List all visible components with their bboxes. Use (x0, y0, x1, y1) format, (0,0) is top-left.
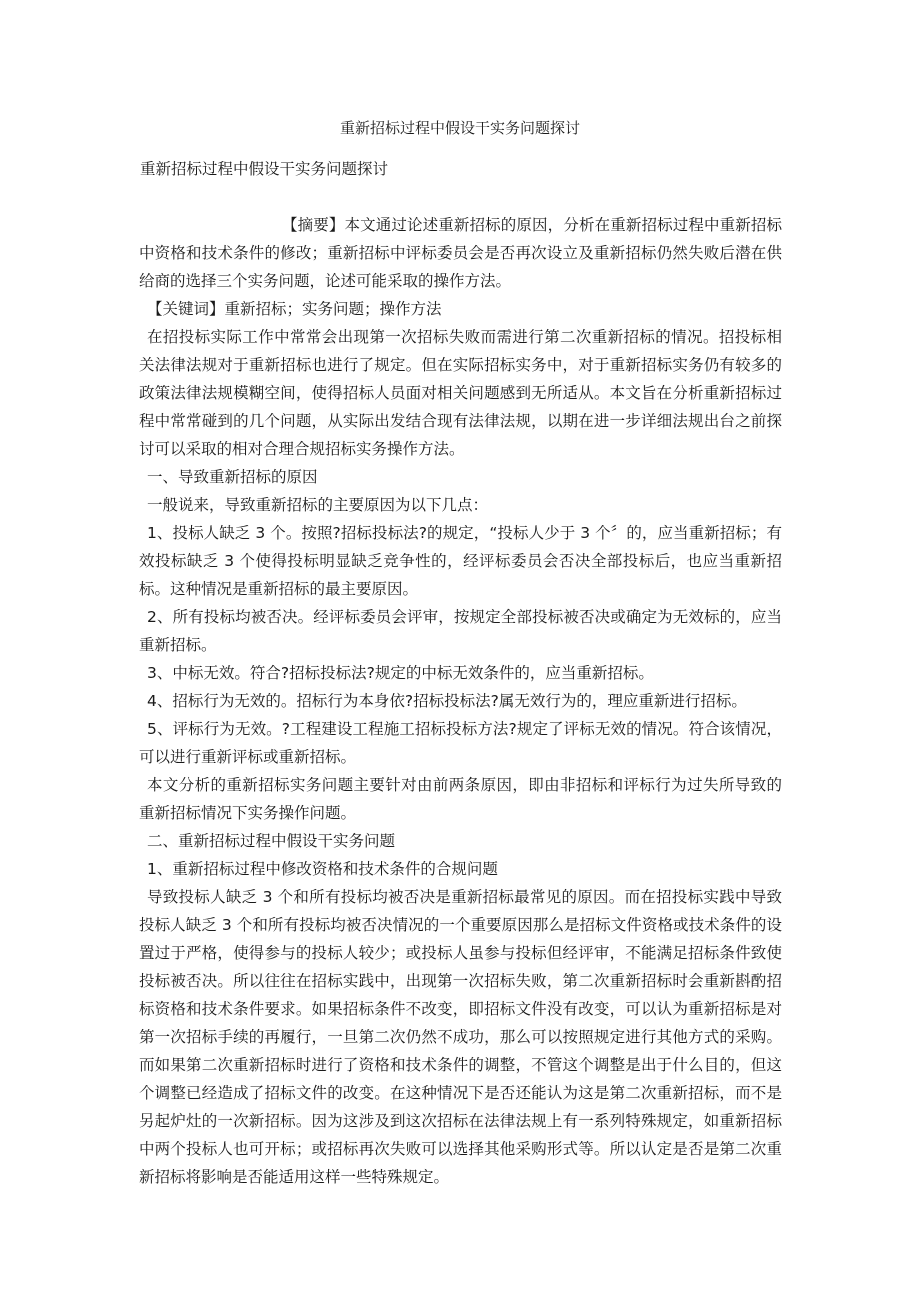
document-title: 重新招标过程中假设干实务问题探讨 (339, 119, 580, 137)
document-body (139, 211, 782, 1191)
section-1-lead: 一般说来，导致重新招标的主要原因为以下几点： (147, 496, 489, 514)
keywords-line: 【关键词】重新招标；实务问题；操作方法 (147, 300, 442, 318)
subsection-heading-2-1: 1、重新招标过程中修改资格和技术条件的合规问题 (147, 860, 498, 878)
reason-item-1: 1、投标人缺乏 3 个。按照?招标投标法?的规定，“投标人少于 3 个〞的，应当重新招标；有效投标缺乏 3 个使得投标明显缺乏竞争性的，经评标委员会否决全部投标后，也应当重新招标。这种情况是重新招标的最主要原因。 (139, 524, 782, 598)
section-heading-1: 一、导致重新招标的原因 (147, 468, 318, 486)
section-1-summary: 本文分析的重新招标实务问题主要针对由前两条原因，即由非招标和评标行为过失所导致的重新招标情况下实务操作问题。 (139, 776, 782, 822)
section-heading-2: 二、重新招标过程中假设干实务问题 (147, 832, 396, 850)
section-2-paragraph: 导致投标人缺乏 3 个和所有投标均被否决是重新招标最常见的原因。而在招投标实践中导致投标人缺乏 3 个和所有投标均被否决情况的一个重要原因那么是招标文件资格或技术条件的设置过于严格，使得参与的投标人较少；或投标人虽参与投标但经评审，不能满足招标条件致使投标被否决。所以往往在招标实践中，出现第一次招标失败，第二次重新招标时会重新斟酌招标资格和技术条件要求。如果招标条件不改变，即招标文件没有改变，可以认为重新招标是对第一次招标手续的再履行，一旦第二次仍然不成功，那么可以按照规定进行其他方式的采购。而如果第二次重新招标时进行了资格和技术条件的调整，不管这个调整是出于什么目的，但这个调整已经造成了招标文件的改变。在这种情况下是否还能认为这是第二次重新招标，而不是另起炉灶的一次新招标。因为这涉及到这次招标在法律法规上有一系列特殊规定，如重新招标中两个投标人也可开标；或招标再次失败可以选择其他采购形式等。所以认定是否是第二次重新招标将影响是否能适用这样一些特殊规定。 (139, 888, 782, 1186)
abstract-paragraph: 【摘要】本文通过论述重新招标的原因，分析在重新招标过程中重新招标中资格和技术条件的修改；重新招标中评标委员会是否再次设立及重新招标仍然失败后潜在供给商的选择三个实务问题，论述可能采取的操作方法。 (139, 216, 782, 290)
intro-paragraph: 在招投标实际工作中常常会出现第一次招标失败而需进行第二次重新招标的情况。招投标相关法律法规对于重新招标也进行了规定。但在实际招标实务中，对于重新招标实务仍有较多的政策法律法规模糊空间，使得招标人员面对相关问题感到无所适从。本文旨在分析重新招标过程中常常碰到的几个问题，从实际出发结合现有法律法规，以期在进一步详细法规出台之前探讨可以采取的相对合理合规招标实务操作方法。 (139, 328, 782, 458)
reason-item-3: 3、中标无效。符合?招标投标法?规定的中标无效条件的，应当重新招标。 (147, 664, 654, 682)
reason-item-5: 5、评标行为无效。?工程建设工程施工招标投标方法?规定了评标无效的情况。符合该情况，可以进行重新评标或重新招标。 (139, 720, 782, 766)
reason-item-2: 2、所有投标均被否决。经评标委员会评审，按规定全部投标被否决或确定为无效标的，应当重新招标。 (139, 608, 782, 654)
reason-item-4: 4、招标行为无效的。招标行为本身依?招标投标法?属无效行为的，理应重新进行招标。 (147, 692, 747, 710)
document-subtitle: 重新招标过程中假设干实务问题探讨 (140, 160, 389, 178)
